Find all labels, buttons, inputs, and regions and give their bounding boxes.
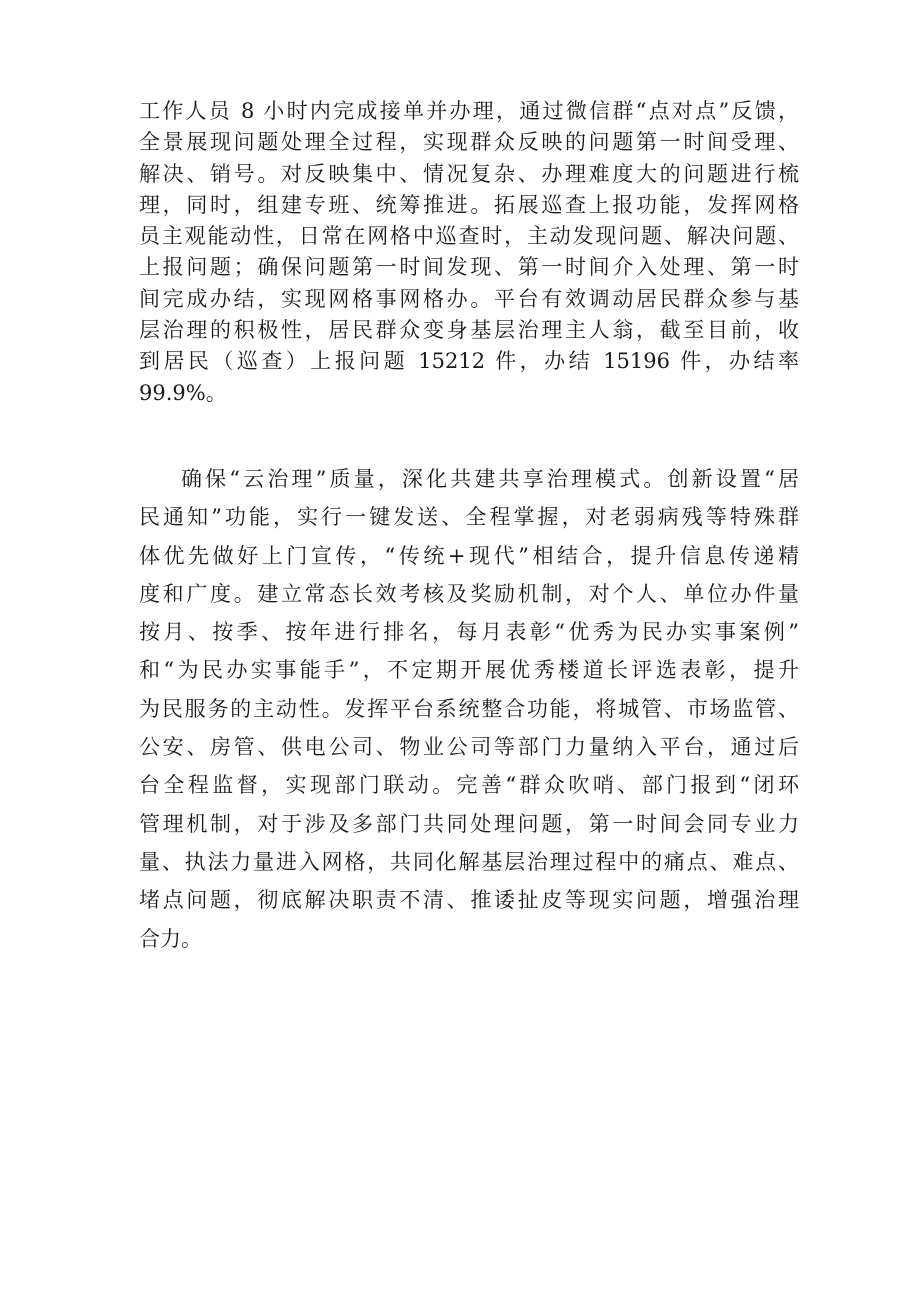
text-line: 堵点问题，彻底解决职责不清、推诿扯皮等现实问题，增强治理 [139, 888, 799, 913]
text-line: 体优先做好上门宣传，“传统+现代”相结合，提升信息传递精 [139, 543, 799, 568]
text-line: 解决、销号。对反映集中、情况复杂、办理难度大的问题进行梳 [139, 161, 799, 186]
text-line: 管理机制，对于涉及多部门共同处理问题，第一时间会同专业力 [139, 811, 799, 836]
text-line: 为民服务的主动性。发挥平台系统整合功能，将城管、市场监管、 [139, 696, 799, 721]
text-line: 和“为民办实事能手”，不定期开展优秀楼道长评选表彰，提升 [139, 658, 799, 683]
text-line: 理，同时，组建专班、统筹推进。拓展巡查上报功能，发挥网格 [139, 192, 799, 217]
text-line: 台全程监督，实现部门联动。完善“群众吹哨、部门报到“闭环 [139, 773, 799, 798]
text-line: 合力。 [139, 926, 202, 951]
text-line: 度和广度。建立常态长效考核及奖励机制，对个人、单位办件量 [139, 581, 799, 606]
text-line: 确保“云治理”质量，深化共建共享治理模式。创新设置“居 [181, 467, 799, 491]
text-line: 全景展现问题处理全过程，实现群众反映的问题第一时间受理、 [139, 130, 799, 155]
text-line: 量、执法力量进入网格，共同化解基层治理过程中的痛点、难点、 [139, 849, 799, 874]
text-line: 按月、按季、按年进行排名，每月表彰“优秀为民办实事案例” [139, 620, 799, 645]
text-line: 到居民（巡查）上报问题 15212 件，办结 15196 件，办结率 [139, 349, 799, 374]
text-line: 员主观能动性，日常在网格中巡查时，主动发现问题、解决问题、 [139, 224, 799, 249]
text-line: 99.9%。 [139, 380, 227, 405]
text-line: 公安、房管、供电公司、物业公司等部门力量纳入平台，通过后 [139, 735, 799, 760]
text-line: 上报问题；确保问题第一时间发现、第一时间介入处理、第一时 [139, 255, 799, 280]
text-line: 民通知”功能，实行一键发送、全程掌握，对老弱病残等特殊群 [139, 505, 799, 530]
text-line: 间完成办结，实现网格事网格办。平台有效调动居民群众参与基 [139, 286, 799, 311]
paragraph-cloud-governance [139, 460, 799, 958]
text-line: 工作人员 8 小时内完成接单并办理，通过微信群“点对点”反馈， [139, 99, 799, 123]
paragraph-grid-reporting [139, 96, 799, 409]
text-line: 层治理的积极性，居民群众变身基层治理主人翁，截至目前，收 [139, 318, 799, 343]
